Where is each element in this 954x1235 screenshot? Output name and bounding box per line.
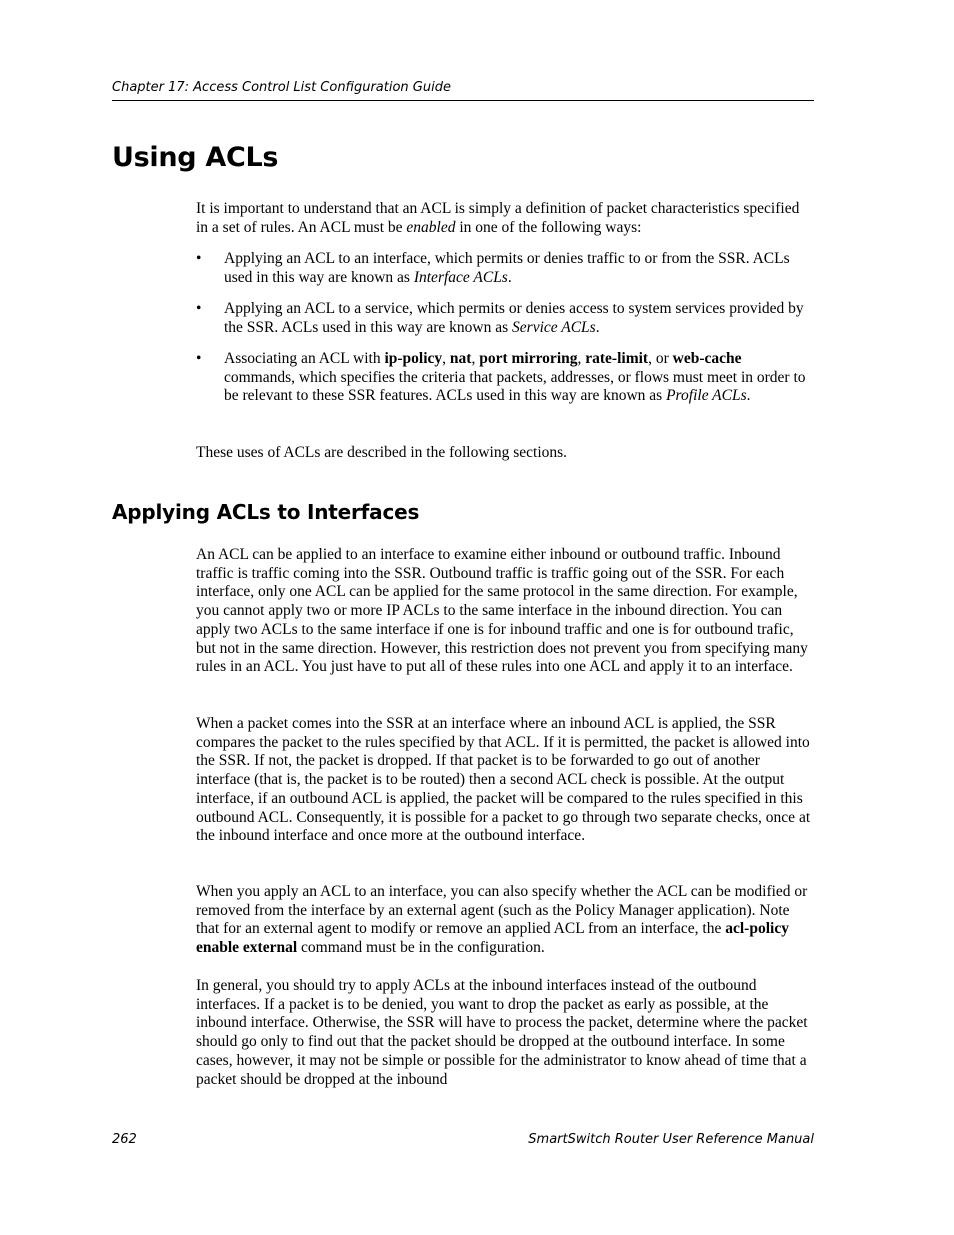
term-interface-acls: Interface ACLs (413, 268, 508, 286)
bullet-item-service-acls: • Applying an ACL to a service, which permits or denies access to system services provided by the SSR. ACLs used in this way are known as Service ACLs. (196, 300, 804, 336)
section-heading-applying-acls: Applying ACLs to Interfaces (112, 500, 420, 524)
bullet-marker: • (196, 250, 202, 267)
manual-title: SmartSwitch Router User Reference Manual (528, 1132, 814, 1147)
paragraph-inbound-outbound: An ACL can be applied to an interface to examine either inbound or outbound traffic. Inbound traffic is traffic coming into the SSR. Outbound traffic is traffic going out of the SSR. For each interface, only one ACL can be applied for the same protocol in the same direction. For example, you cannot apply two or more IP ACLs to the same interface in the inbound direction. You can apply two ACLs to the same interface if one is for inbound traffic and one is for outbound trafic, but not in the same direction. However, this restriction does not prevent you from specifying many rules in an ACL. You just have to put all of these rules into one ACL and apply it to an interface. (196, 546, 808, 676)
paragraph-packet-checks: When a packet comes into the SSR at an interface where an inbound ACL is applied, the SSR compares the packet to the rules specified by that ACL. If it is permitted, the packet is allowed into the SSR. If not, the packet is dropped. If that packet is to be forwarded to go out of another interface (that is, the packet is to be routed) then a second ACL check is possible. At the output interface, if an outbound ACL is applied, the packet will be compared to the rules specified in this outbound ACL. Consequently, it is possible for a packet to go through two separate checks, once at the inbound interface and once more at the outbound interface. (196, 715, 811, 845)
emphasis-enabled: enabled (406, 218, 456, 236)
cmd-nat: nat (449, 350, 472, 367)
cmd-web-cache: web-cache (672, 350, 742, 367)
cmd-port-mirroring: port mirroring (479, 350, 578, 367)
term-service-acls: Service ACLs (512, 318, 596, 336)
cmd-acl-policy-enable-external: acl-policy enable external (196, 920, 789, 957)
intro-paragraph: It is important to understand that an ACL is simply a definition of packet characteristics specified in a set of rules. An ACL must be enabled in one of the following ways: (196, 200, 800, 236)
page-number: 262 (112, 1132, 137, 1147)
cmd-ip-policy: ip-policy (384, 350, 443, 367)
bullet-item-interface-acls: • Applying an ACL to an interface, which permits or denies traffic to or from the SSR. ACLs used in this way are known as Interface ACLs. (196, 250, 790, 286)
term-profile-acls: Profile ACLs (666, 387, 747, 405)
bullet-marker: • (196, 350, 202, 367)
chapter-title: Chapter 17: Access Control List Configuration Guide (112, 80, 451, 95)
closing-paragraph: These uses of ACLs are described in the following sections. (196, 444, 568, 461)
bullet-marker: • (196, 300, 202, 317)
paragraph-inbound-preference: In general, you should try to apply ACLs at the inbound interfaces instead of the outbound interfaces. If a packet is to be denied, you want to drop the packet as early as possible, at the inbound interface. Otherwise, the SSR will have to process the packet, determine where the packet should go only to find out that the packet should be dropped at the outbound interface. In some cases, however, it may not be simple or possible for the administrator to know ahead of time that a packet should be dropped at the inbound (196, 977, 808, 1088)
paragraph-external-agent: When you apply an ACL to an interface, you can also specify whether the ACL can be modified or removed from the interface by an external agent (such as the Policy Manager application). Note that for an external agent to modify or remove an applied ACL from an interface, the acl-policy enable external command must be in the configuration. (196, 883, 808, 957)
section-heading-using-acls: Using ACLs (112, 142, 279, 173)
bullet-item-profile-acls: • Associating an ACL with ip-policy, nat, port mirroring, rate-limit, or web-cache commands, which specifies the criteria that packets, addresses, or flows must meet in order to be relevant to these SSR features. ACLs used in this way are known as Profile ACLs. (196, 350, 806, 405)
running-header (112, 79, 814, 101)
cmd-rate-limit: rate-limit (585, 350, 649, 367)
